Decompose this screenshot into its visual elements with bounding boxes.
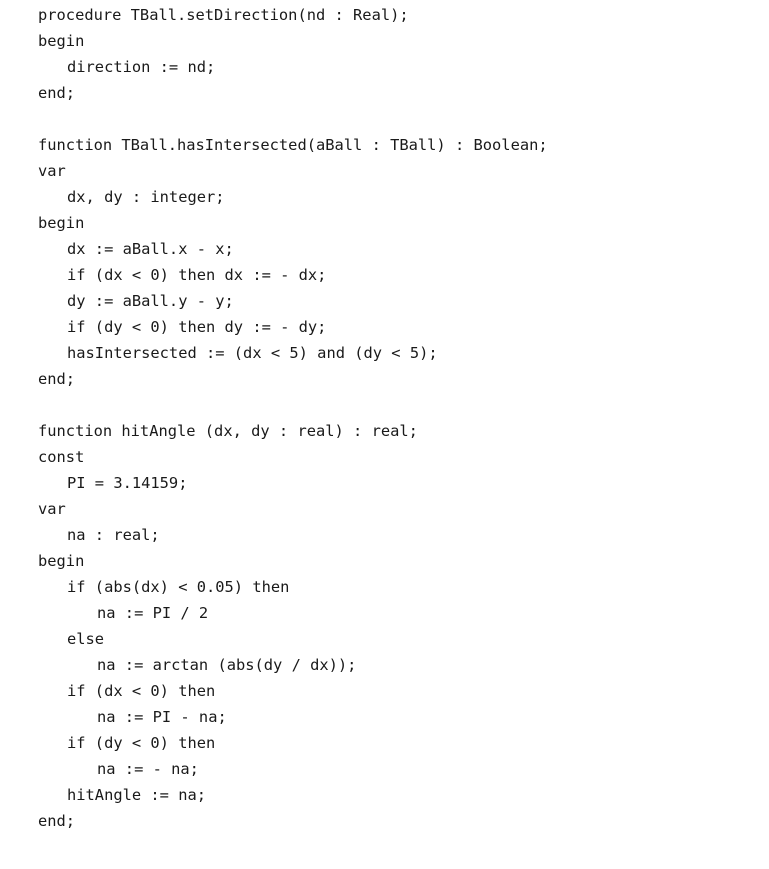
hit-angle-function	[38, 418, 758, 834]
function-header: function hitAngle (dx, dy : real) : real;	[38, 422, 418, 440]
code-statement: hitAngle := na;	[67, 786, 206, 804]
code-statement: direction := nd;	[67, 58, 216, 76]
var-keyword: var	[38, 162, 66, 180]
begin-keyword: begin	[38, 552, 85, 570]
procedure-header: procedure TBall.setDirection(nd : Real);	[38, 6, 409, 24]
begin-keyword: begin	[38, 214, 85, 232]
code-statement: na := PI - na;	[97, 708, 227, 726]
constant-declaration: PI = 3.14159;	[67, 474, 188, 492]
code-statement: na := PI / 2	[97, 604, 209, 622]
set-direction-procedure	[38, 2, 758, 106]
code-statement: if (abs(dx) < 0.05) then	[67, 578, 290, 596]
var-keyword: var	[38, 500, 66, 518]
code-statement: else	[67, 630, 105, 648]
const-keyword: const	[38, 448, 85, 466]
end-keyword: end;	[38, 812, 76, 830]
has-intersected-function	[38, 132, 758, 392]
blank-line	[38, 106, 758, 132]
code-statement: if (dx < 0) then dx := - dx;	[67, 266, 327, 284]
code-statement: dy := aBall.y - y;	[67, 292, 234, 310]
code-statement: hasIntersected := (dx < 5) and (dy < 5);	[67, 344, 438, 362]
end-keyword: end;	[38, 84, 76, 102]
variable-declaration: na : real;	[67, 526, 160, 544]
code-statement: if (dx < 0) then	[67, 682, 216, 700]
code-statement: na := arctan (abs(dy / dx));	[97, 656, 357, 674]
function-header: function TBall.hasIntersected(aBall : TBall) : Boolean;	[38, 136, 548, 154]
end-keyword: end;	[38, 370, 76, 388]
variable-declaration: dx, dy : integer;	[67, 188, 225, 206]
code-statement: if (dy < 0) then	[67, 734, 216, 752]
code-statement: if (dy < 0) then dy := - dy;	[67, 318, 327, 336]
code-statement: na := - na;	[97, 760, 199, 778]
begin-keyword: begin	[38, 32, 85, 50]
code-statement: dx := aBall.x - x;	[67, 240, 234, 258]
code-listing	[38, 2, 758, 834]
blank-line	[38, 392, 758, 418]
